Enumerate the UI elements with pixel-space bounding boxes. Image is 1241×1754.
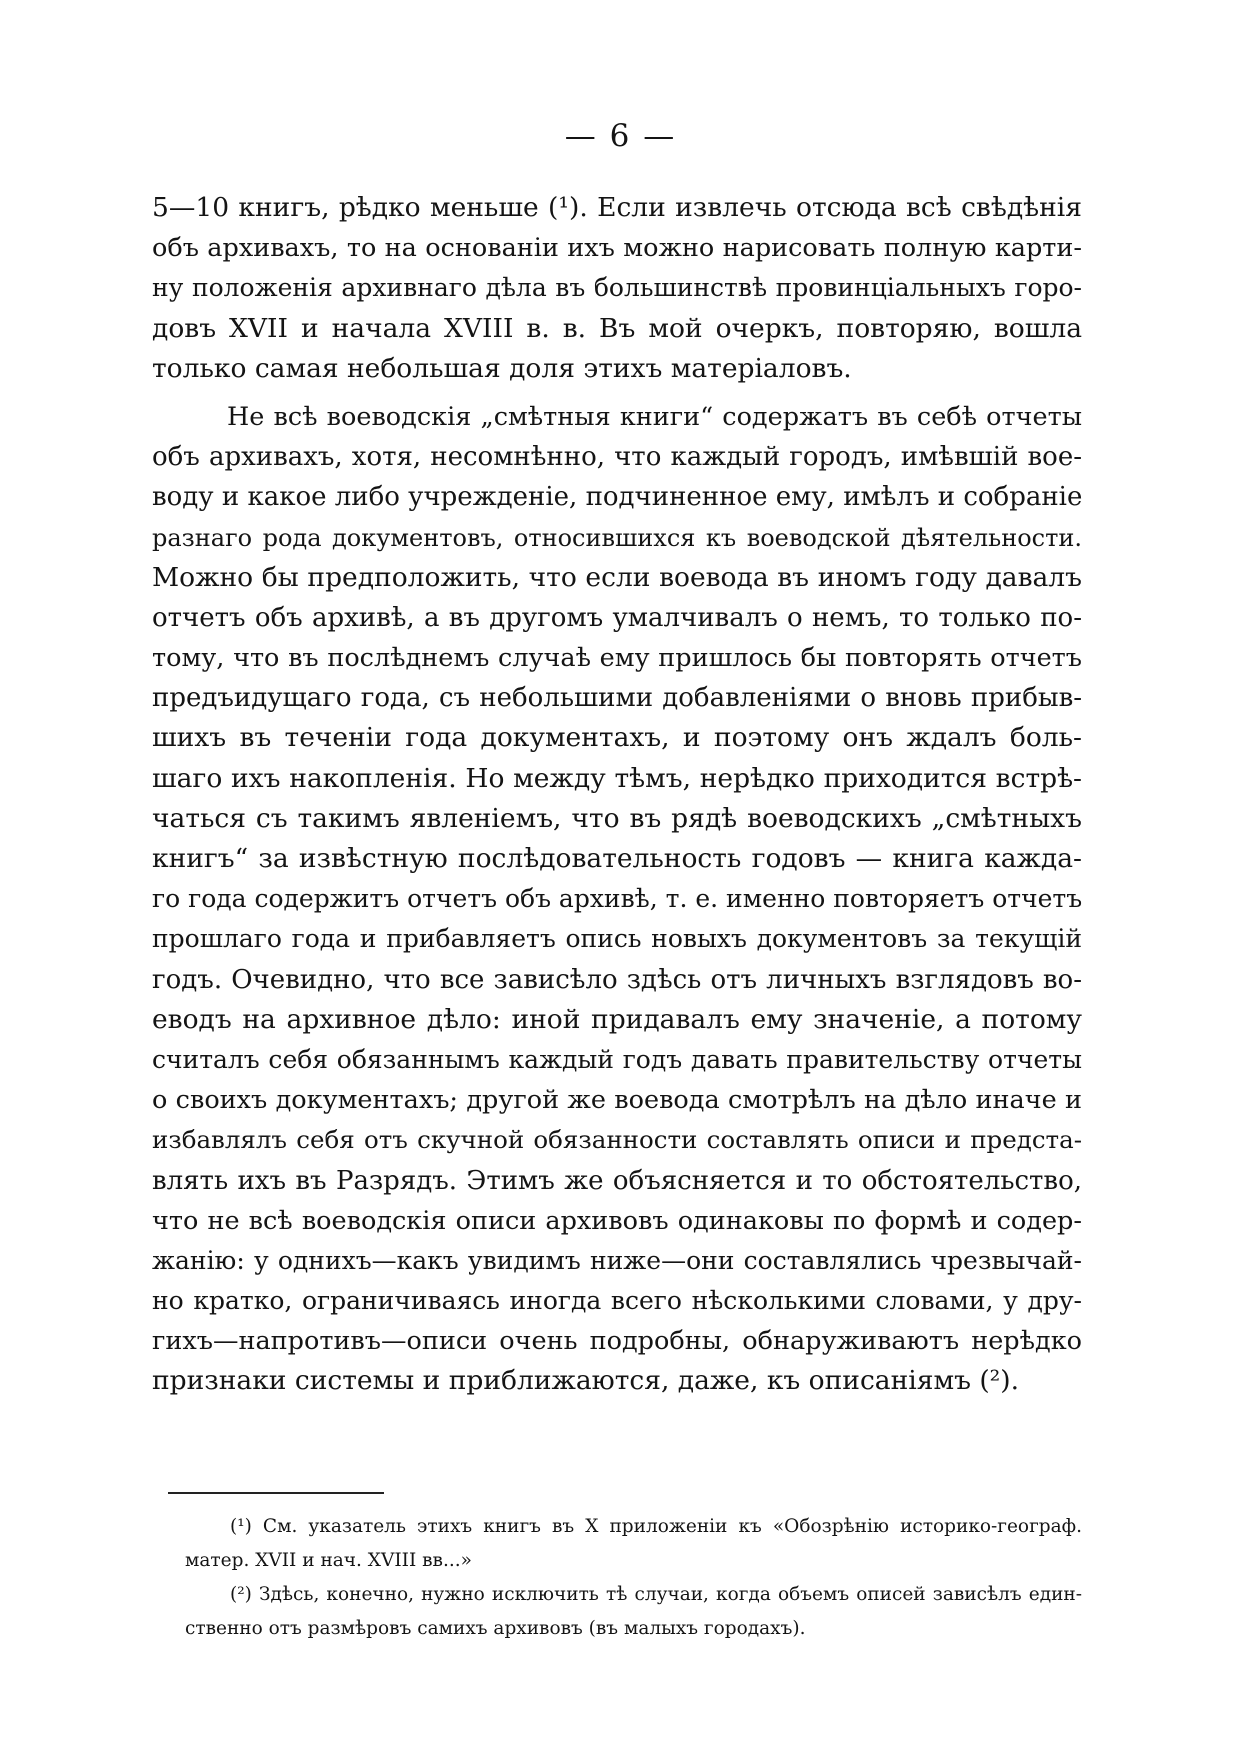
text-line: годъ. Очевидно, что все зависѣло здѣсь отъ личныхъ взглядовъ во- bbox=[152, 964, 1082, 995]
text-line: признаки системы и приближаются, даже, къ описаніямъ (²). bbox=[152, 1365, 1020, 1397]
page-number: — 6 — bbox=[564, 118, 677, 154]
text-line: го года содержитъ отчетъ объ архивѣ, т. е. именно повторяетъ отчетъ bbox=[152, 884, 1083, 914]
text-line: объ архивахъ, то на основаніи ихъ можно нарисовать полную карти- bbox=[152, 233, 1082, 264]
text-line: отчетъ объ архивѣ, а въ другомъ умалчивалъ о немъ, то только по- bbox=[152, 602, 1082, 633]
text-line: только самая небольшая доля этихъ матеріаловъ. bbox=[152, 352, 852, 384]
text-line: что не всѣ воеводскія описи архивовъ одинаковы по формѣ и содер- bbox=[152, 1205, 1082, 1236]
footnote-line: матер. XVII и нач. XVIII вв...» bbox=[185, 1550, 472, 1571]
text-line: ну положенія архивнаго дѣла въ большинствѣ провинціальныхъ горо- bbox=[152, 273, 1082, 303]
text-line: влять ихъ въ Разрядъ. Этимъ же объясняется и то обстоятельство, bbox=[152, 1165, 1082, 1196]
text-line: жанію: у однихъ—какъ увидимъ ниже—они составлялись чрезвычай- bbox=[152, 1245, 1082, 1275]
footnote-line: (¹) См. указатель этихъ книгъ въ X приложеніи къ «Обозрѣнію историко-географ. bbox=[230, 1516, 1082, 1537]
text-line: тому, что въ послѣднемъ случаѣ ему пришлось бы повторять отчетъ bbox=[152, 643, 1082, 674]
text-line: книгъ“ за извѣстную послѣдовательность годовъ — книга кажда- bbox=[152, 843, 1082, 874]
text-line: гихъ—напротивъ—описи очень подробны, обнаруживаютъ нерѣдко bbox=[152, 1326, 1082, 1357]
text-line: шаго ихъ накопленія. Но между тѣмъ, нерѣдко приходится встрѣ- bbox=[152, 762, 1082, 794]
text-line: чаться съ такимъ явленіемъ, что въ рядѣ воеводскихъ „смѣтныхъ bbox=[152, 802, 1082, 834]
text-line: разнаго рода документовъ, относившихся къ воеводской дѣятельности. bbox=[152, 523, 1082, 552]
paragraph-gap bbox=[152, 389, 1082, 397]
text-line: но кратко, ограничиваясь иногда всего нѣсколькими словами, у дру- bbox=[152, 1286, 1082, 1316]
text-line: предъидущаго года, съ небольшими добавленіями о вновь прибыв- bbox=[152, 683, 1082, 714]
text-line: Не всѣ воеводскія „смѣтныя книги“ содержатъ въ себѣ отчеты bbox=[227, 401, 1082, 432]
text-line: прошлаго года и прибавляетъ опись новыхъ документовъ за текущій bbox=[152, 924, 1082, 954]
text-line: объ архивахъ, хотя, несомнѣнно, что каждый городъ, имѣвшій вое- bbox=[152, 442, 1082, 473]
footnotes bbox=[185, 1510, 1082, 1646]
footnote-line: ственно отъ размѣровъ самихъ архивовъ (въ малыхъ городахъ). bbox=[185, 1618, 806, 1639]
text-line: избавлялъ себя отъ скучной обязанности составлять описи и предста- bbox=[152, 1125, 1082, 1155]
text-line: 5—10 книгъ, рѣдко меньше (¹). Если извлечь отсюда всѣ свѣдѣнія bbox=[152, 192, 1082, 223]
text-line: воду и какое либо учрежденіе, подчиненное ему, имѣлъ и собраніе bbox=[152, 482, 1083, 513]
text-line: довъ XVII и начала XVIII в. в. Въ мой очеркъ, повторяю, вошла bbox=[152, 312, 1082, 344]
text-line: о своихъ документахъ; другой же воевода смотрѣлъ на дѣло иначе и bbox=[152, 1085, 1082, 1116]
footnote-separator bbox=[168, 1492, 384, 1494]
text-line: Можно бы предположить, что если воевода въ иномъ году давалъ bbox=[152, 561, 1082, 593]
text-line: считалъ себя обязаннымъ каждый годъ давать правительству отчеты bbox=[152, 1044, 1082, 1074]
main-text bbox=[152, 188, 1082, 1402]
footnote-line: (²) Здѣсь, конечно, нужно исключить тѣ случаи, когда объемъ описей зависѣлъ един- bbox=[230, 1584, 1082, 1605]
text-line: шихъ въ теченіи года документахъ, и поэтому онъ ждалъ боль- bbox=[152, 722, 1082, 754]
text-line: еводъ на архивное дѣло: иной придавалъ ему значеніе, а потому bbox=[152, 1003, 1082, 1035]
